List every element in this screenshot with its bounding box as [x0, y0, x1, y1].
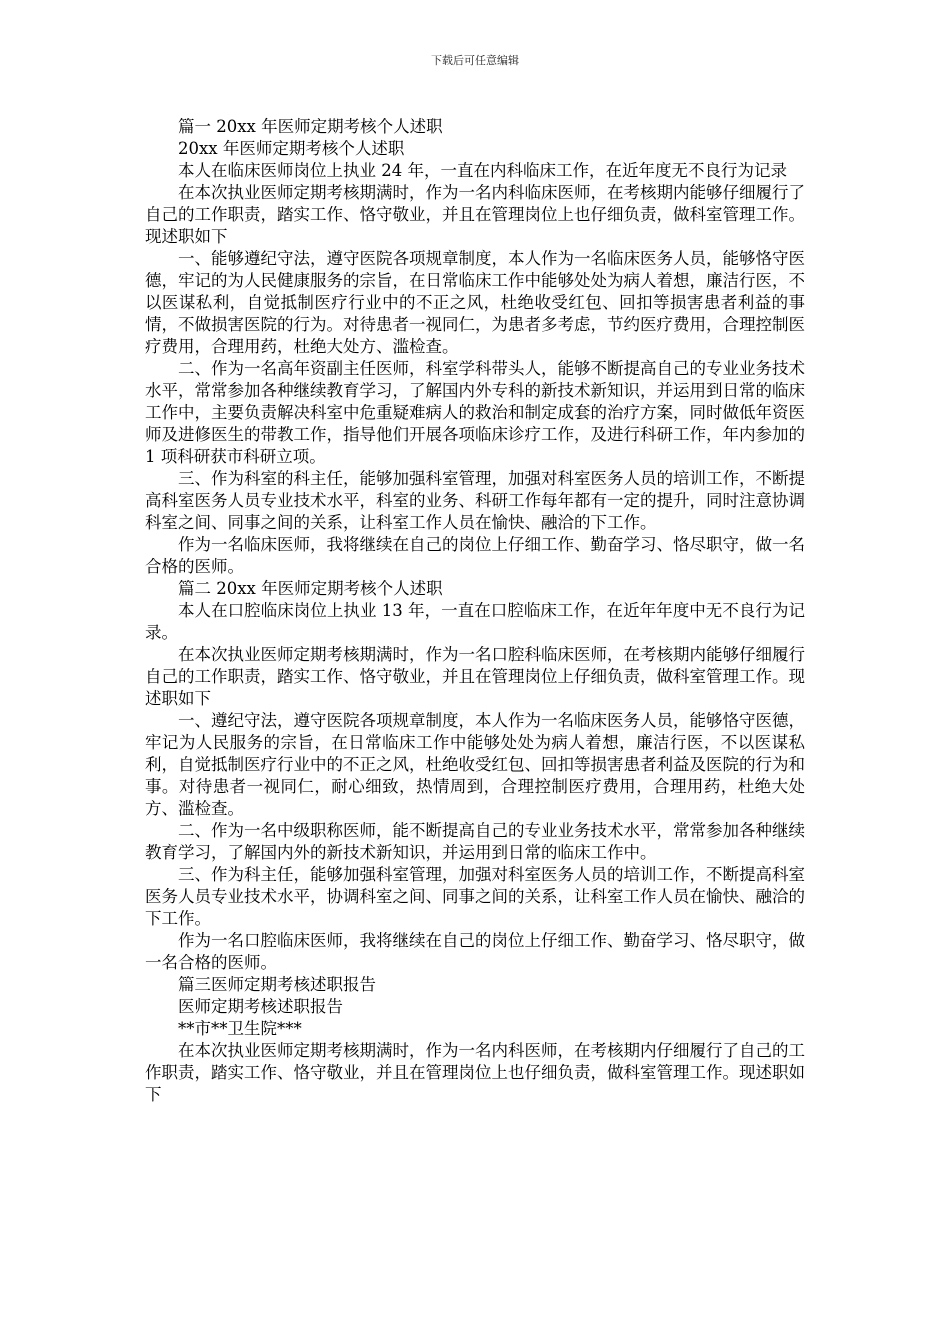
document-body — [145, 116, 805, 1106]
section-title-1: 篇一 20xx 年医师定期考核个人述职 — [178, 117, 443, 136]
paragraph: 本人在临床医师岗位上执业 24 年，一直在内科临床工作，在近年度无不良行为记录 — [178, 161, 787, 180]
paragraph: 在本次执业医师定期考核期满时，作为一名内科医师，在考核期内仔细履行了自己的工作职责，踏实工作、恪守敬业，并且在管理岗位上也仔细负责，做科室管理工作。现述职如下 — [145, 1041, 805, 1104]
paragraph: 二、作为一名中级职称医师，能不断提高自己的专业业务技术水平，常常参加各种继续教育学习，了解国内外的新技术新知识，并运用到日常的临床工作中。 — [145, 821, 805, 862]
author-line: **市**卫生院*** — [178, 1019, 302, 1038]
section-title-2: 篇二 20xx 年医师定期考核个人述职 — [178, 579, 443, 598]
paragraph: 本人在口腔临床岗位上执业 13 年，一直在口腔临床工作，在近年年度中无不良行为记录。 — [145, 601, 805, 642]
article-title-1: 20xx 年医师定期考核个人述职 — [178, 139, 405, 158]
paragraph: 三、作为科主任，能够加强科室管理，加强对科室医务人员的培训工作，不断提高科室医务人员专业技术水平，协调科室之间、同事之间的关系，让科室工作人员在愉快、融洽的下工作。 — [145, 865, 805, 928]
paragraph: 作为一名临床医师，我将继续在自己的岗位上仔细工作、勤奋学习、恪尽职守，做一名合格的医师。 — [145, 535, 805, 576]
page-header-note: 下载后可任意编辑 — [431, 54, 519, 67]
paragraph: 三、作为科室的科主任，能够加强科室管理，加强对科室医务人员的培训工作，不断提高科室医务人员专业技术水平，科室的业务、科研工作每年都有一定的提升，同时注意协调科室之间、同事之间的关系，让科室工作人员在愉快、融洽的下工作。 — [145, 469, 805, 532]
paragraph: 二、作为一名高年资副主任医师，科室学科带头人，能够不断提高自己的专业业务技术水平，常常参加各种继续教育学习，了解国内外专科的新技术新知识，并运用到日常的临床工作中，主要负责解决科室中危重疑难病人的救治和制定成套的治疗方案，同时做低年资医师及进修医生的带教工作，指导他们开展各项临床诊疗工作，及进行科研工作，年内参加的 1 项科研获市科研立项。 — [145, 359, 805, 466]
article-title-3: 医师定期考核述职报告 — [178, 997, 343, 1016]
paragraph: 在本次执业医师定期考核期满时，作为一名口腔科临床医师，在考核期内能够仔细履行自己的工作职责，踏实工作、恪守敬业，并且在管理岗位上仔细负责，做科室管理工作。现述职如下 — [145, 645, 805, 708]
paragraph: 一、能够遵纪守法，遵守医院各项规章制度，本人作为一名临床医务人员，能够恪守医德，牢记的为人民健康服务的宗旨，在日常临床工作中能够处处为病人着想，廉洁行医，不以医谋私利，自觉抵制医疗行业中的不正之风，杜绝收受红包、回扣等损害患者利益的事情，不做损害医院的行为。对待患者一视同仁，为患者多考虑，节约医疗费用，合理控制医疗费用，合理用药，杜绝大处方、滥检查。 — [145, 249, 805, 356]
paragraph: 在本次执业医师定期考核期满时，作为一名内科临床医师，在考核期内能够仔细履行了自己的工作职责，踏实工作、恪守敬业，并且在管理岗位上也仔细负责，做科室管理工作。现述职如下 — [145, 183, 805, 246]
section-title-3: 篇三医师定期考核述职报告 — [178, 975, 376, 994]
paragraph: 一、遵纪守法，遵守医院各项规章制度，本人作为一名临床医务人员，能够恪守医德，牢记为人民服务的宗旨，在日常临床工作中能够处处为病人着想，廉洁行医，不以医谋私利，自觉抵制医疗行业中的不正之风，杜绝收受红包、回扣等损害患者利益及医院的行为和事。对待患者一视同仁，耐心细致，热情周到，合理控制医疗费用，合理用药，杜绝大处方、滥检查。 — [145, 711, 805, 818]
paragraph: 作为一名口腔临床医师，我将继续在自己的岗位上仔细工作、勤奋学习、恪尽职守，做一名合格的医师。 — [145, 931, 805, 972]
